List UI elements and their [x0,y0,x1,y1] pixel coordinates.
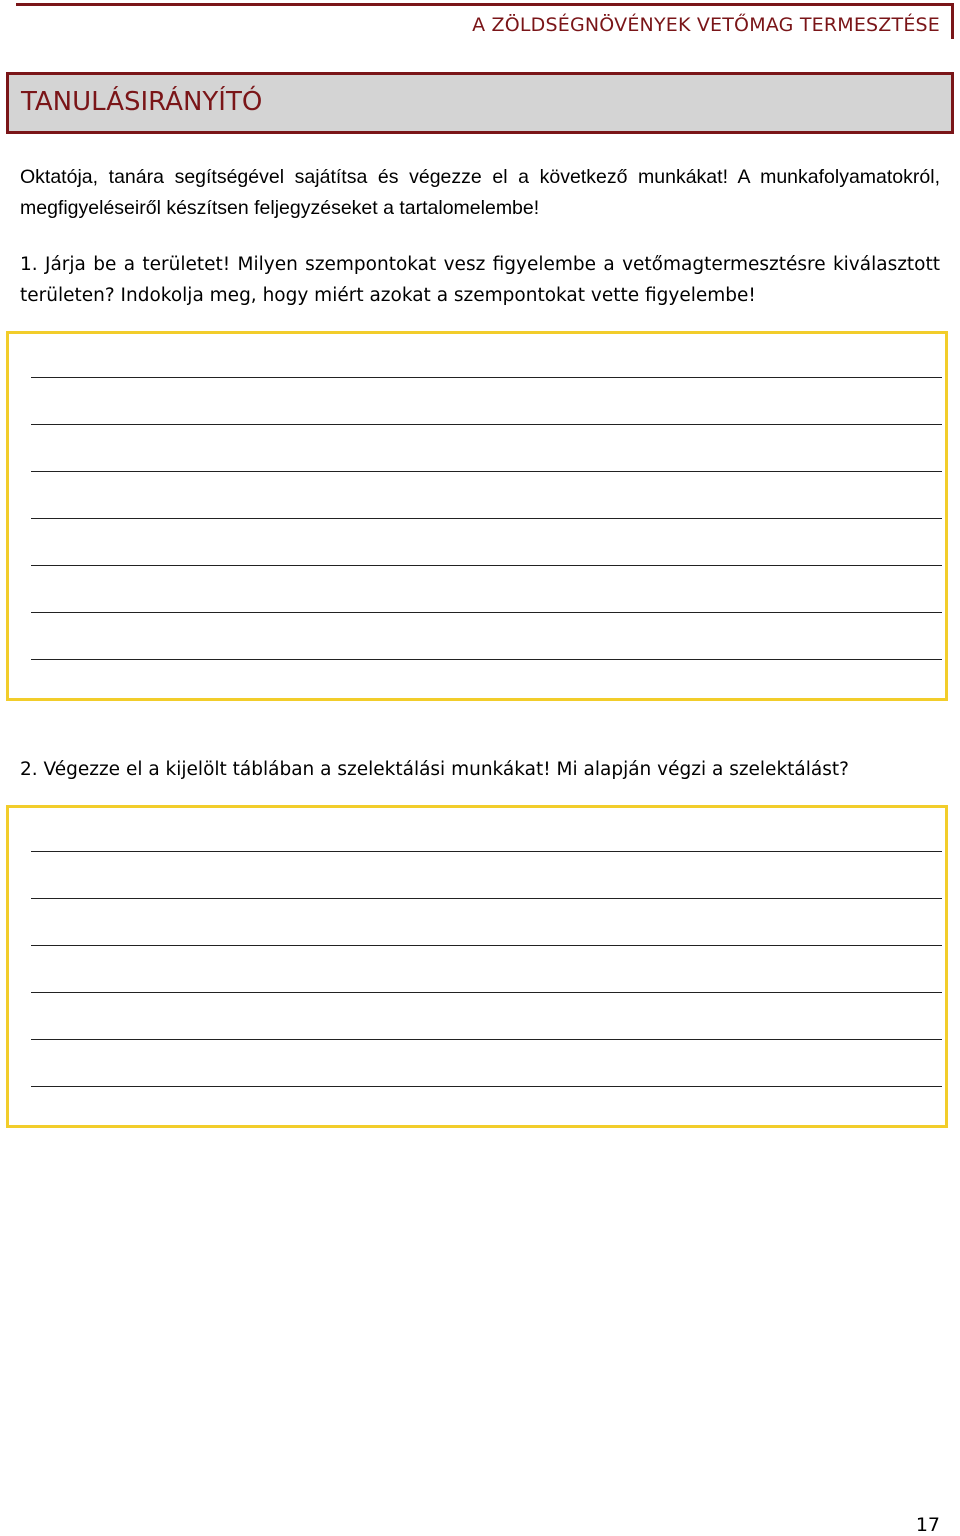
answer-line[interactable] [31,612,942,613]
header-rule-edge [951,3,954,39]
answer-line[interactable] [31,1039,942,1040]
answer-line[interactable] [31,992,942,993]
intro-paragraph: Oktatója, tanára segítségével sajátítsa és végezze el a következő munkákat! A munkafolyamatokról, megfigyeléseiről készítsen feljegyzéseket a tartalomelembe! [20,166,940,219]
answer-line[interactable] [31,945,942,946]
answer-line[interactable] [31,851,942,852]
answer-line[interactable] [31,471,942,472]
answer-line[interactable] [31,377,942,378]
answer-line[interactable] [31,565,942,566]
task-1-question: 1. Járja be a területet! Milyen szempontokat vesz figyelembe a vetőmagtermesztésre kiválasztott területen? Indokolja meg, hogy miért azokat a szempontokat vette figyelembe! [20,254,940,306]
section-title: TANULÁSIRÁNYÍTÓ [21,87,263,117]
task-2-question: 2. Végezze el a kijelölt táblában a szelektálási munkákat! Mi alapján végzi a szelektálást? [20,759,849,780]
page-number: 17 [915,1514,940,1536]
answer-line[interactable] [31,1086,942,1087]
task-1-answer-box[interactable] [6,331,948,701]
section-banner [6,72,954,134]
answer-line[interactable] [31,424,942,425]
answer-line[interactable] [31,659,942,660]
running-header: A ZÖLDSÉGNÖVÉNYEK VETŐMAG TERMESZTÉSE [472,14,940,36]
answer-line[interactable] [31,898,942,899]
header-rule [16,3,952,6]
task-2-answer-box[interactable] [6,805,948,1128]
answer-line[interactable] [31,518,942,519]
